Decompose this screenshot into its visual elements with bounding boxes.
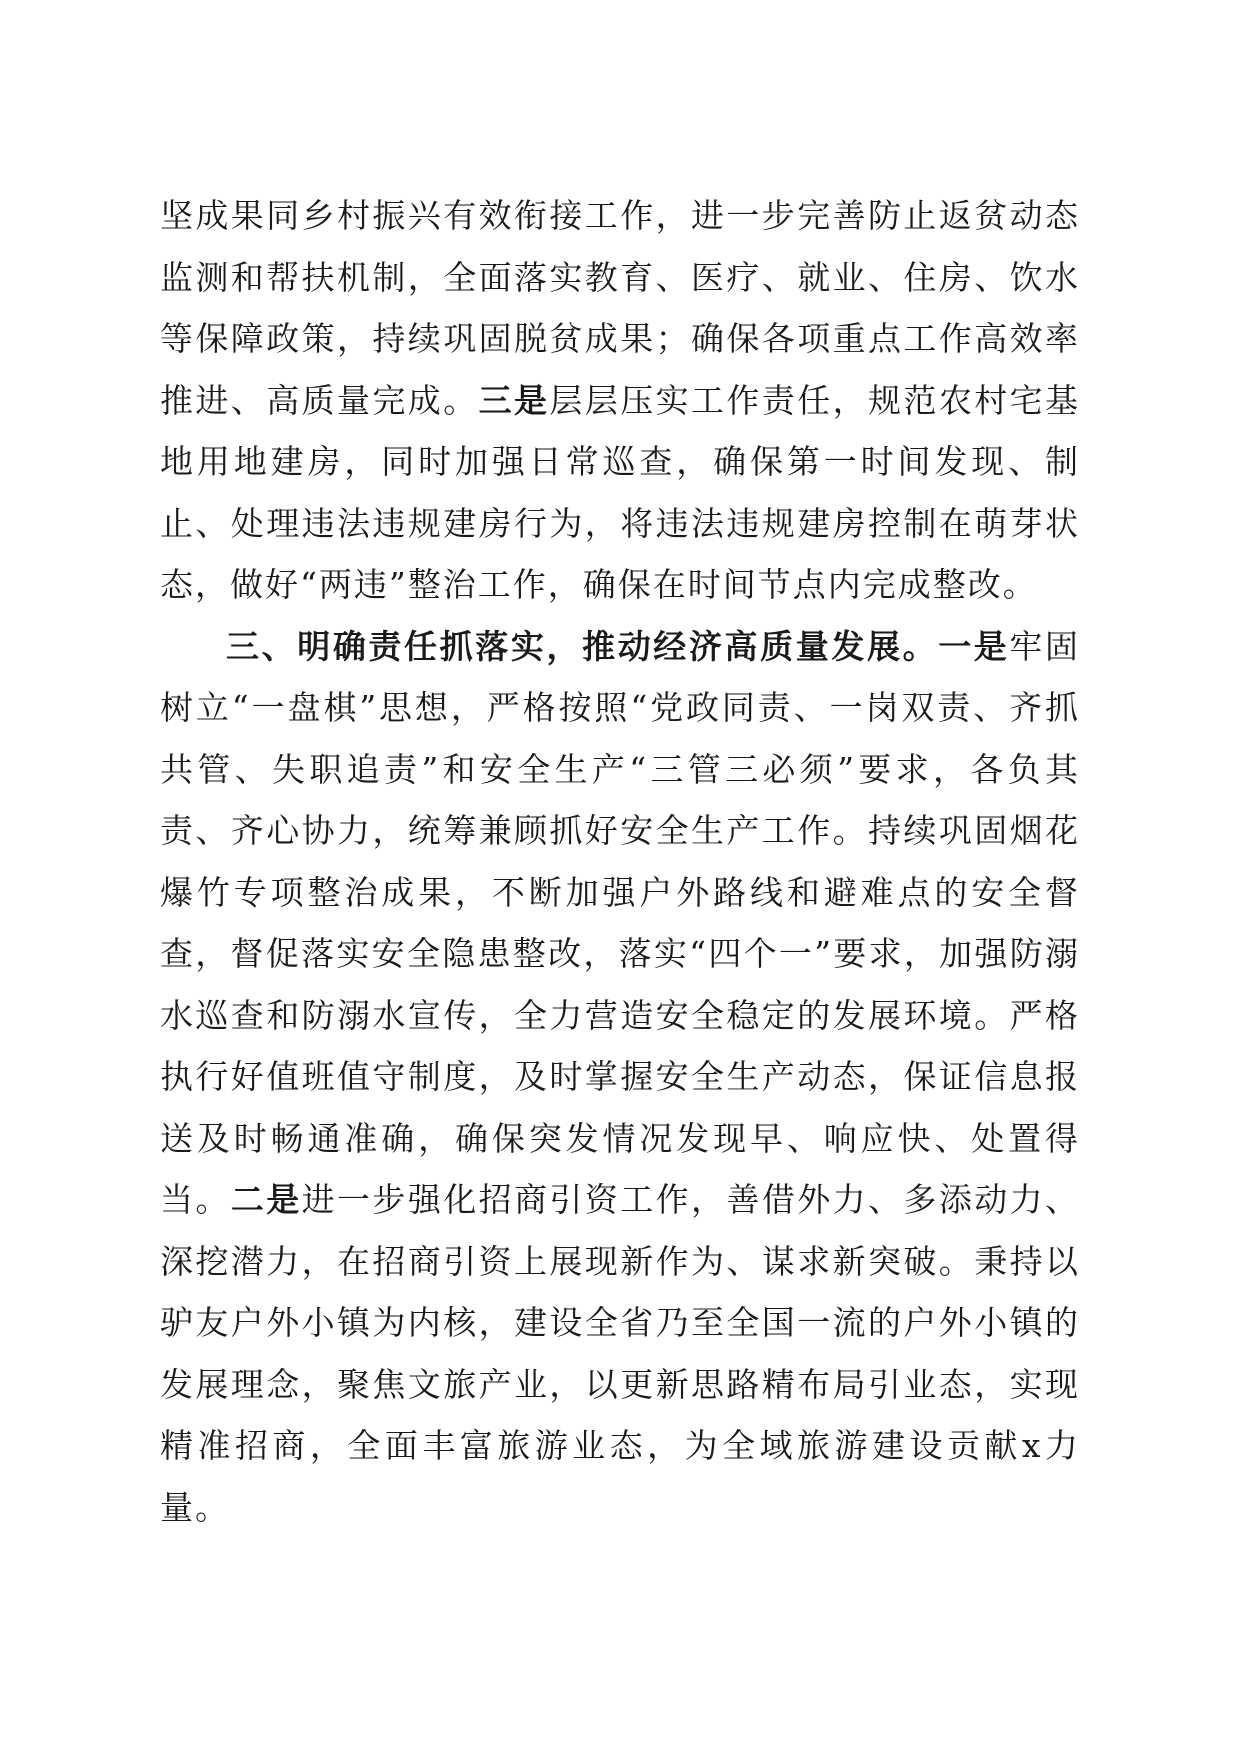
- paragraph-text: 进一步强化招商引资工作，善借外力、多添动力、深挖潜力，在招商引资上展现新作为、谋求新突破。秉持以驴友户外小镇为内核，建设全省乃至全国一流的户外小镇的发展理念，聚焦文旅产业，以更新思路精布局引业态，实现精准招商，全面丰富旅游业态，为全域旅游建设贡献x力量。: [160, 1180, 1081, 1527]
- document-body: [160, 185, 1080, 1538]
- section-heading: 三、明确责任抓落实，推动经济高质量发展。: [226, 626, 939, 666]
- paragraph-section-three: [160, 616, 1080, 1539]
- paragraph-continuation: [160, 185, 1080, 616]
- paragraph-text: 牢固树立“一盘棋”思想，严格按照“党政同责、一岗双责、齐抓共管、失职追责”和安全生产“三管三必须”要求，各负其责、齐心协力，统筹兼顾抓好安全生产工作。持续巩固烟花爆竹专项整治成果，不断加强户外路线和避难点的安全督查，督促落实安全隐患整改，落实“四个一”要求，加强防溺水巡查和防溺水宣传，全力营造安全稳定的发展环境。严格执行好值班值守制度，及时掌握安全生产动态，保证信息报送及时畅通准确，确保突发情况发现早、响应快、处置得当。: [160, 626, 1081, 1219]
- emphasis-lead: 二是: [230, 1180, 302, 1219]
- paragraph-text: 层层压实工作责任，规范农村宅基地用地建房，同时加强日常巡查，确保第一时间发现、制止、处理违法违规建房行为，将违法违规建房控制在萌芽状态，做好“两违”整治工作，确保在时间节点内完成整改。: [160, 380, 1081, 604]
- emphasis-lead: 一是: [938, 626, 1010, 666]
- paragraph-text: 坚成果同乡村振兴有效衔接工作，进一步完善防止返贫动态监测和帮扶机制，全面落实教育、医疗、就业、住房、饮水等保障政策，持续巩固脱贫成果；确保各项重点工作高效率推进、高质量完成。: [160, 196, 1080, 420]
- emphasis-lead: 三是: [478, 380, 550, 420]
